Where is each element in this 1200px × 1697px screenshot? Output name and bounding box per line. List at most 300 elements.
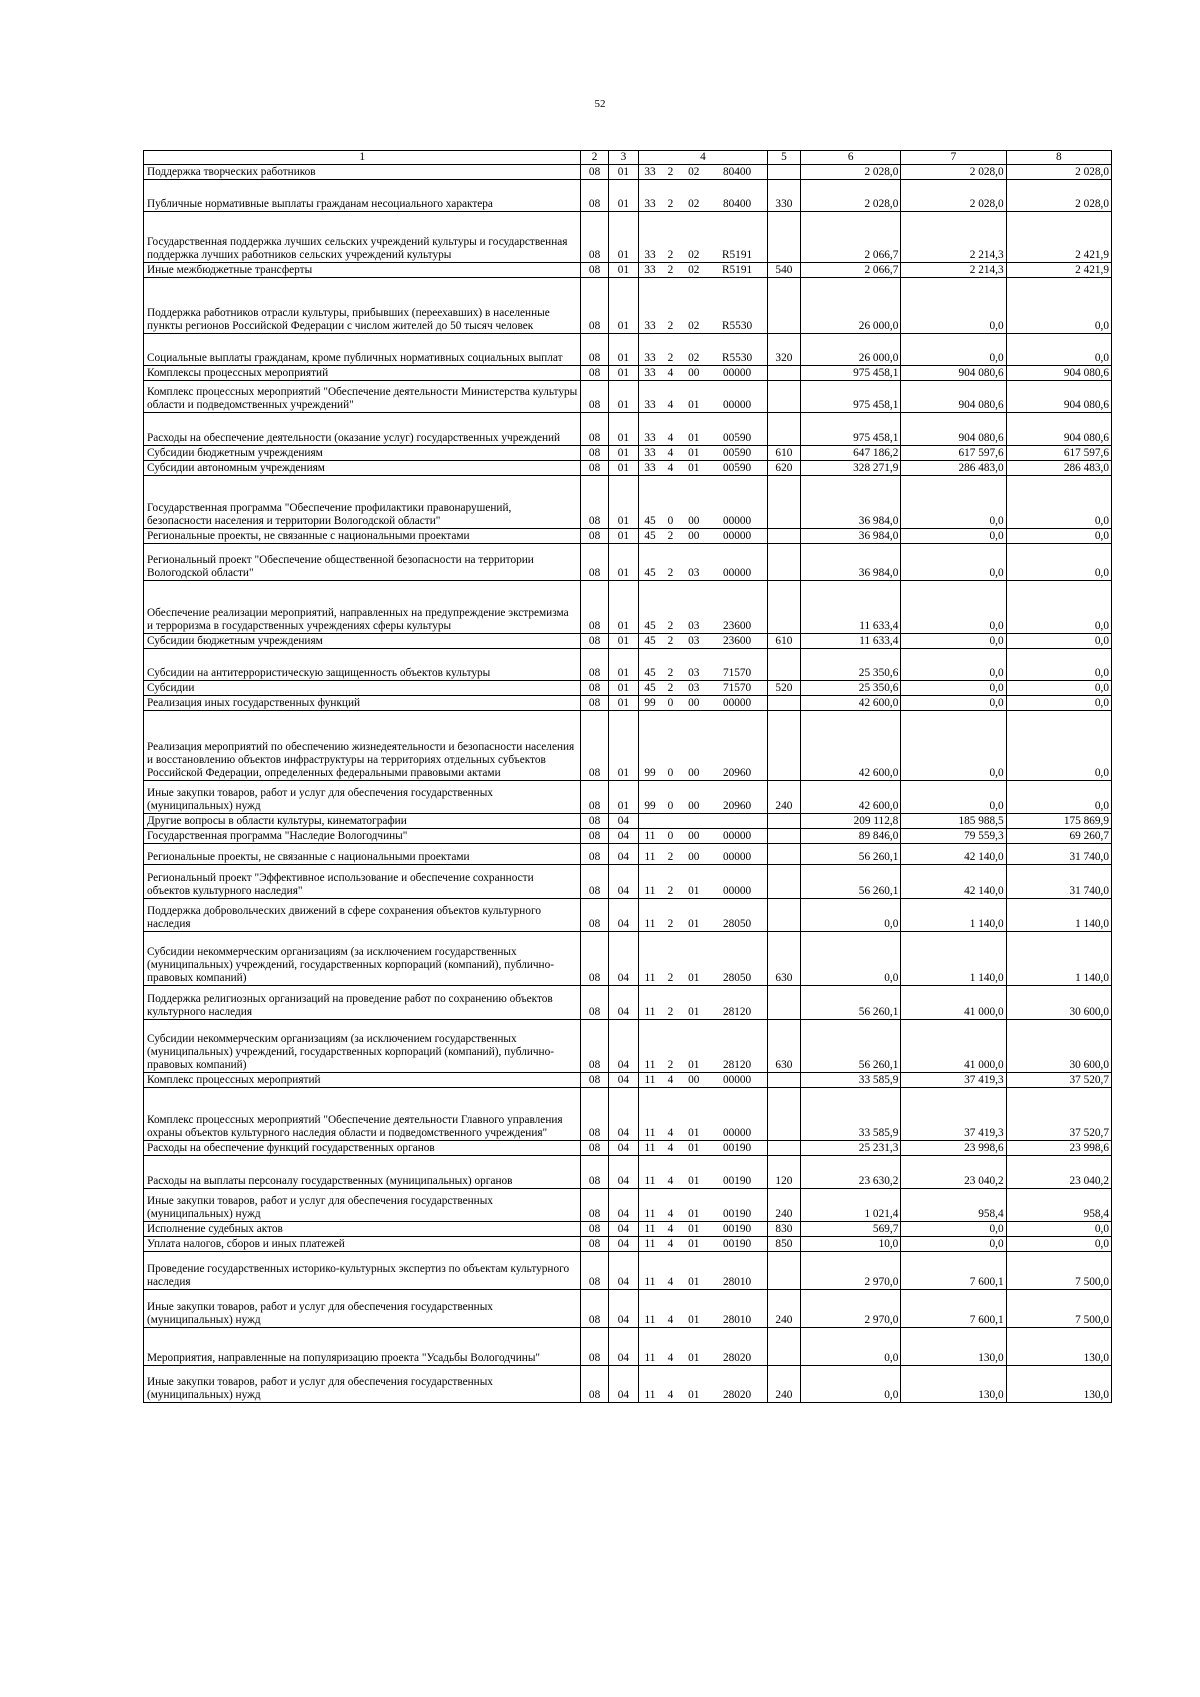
expense-type-code: 540	[767, 263, 800, 278]
table-row	[144, 711, 1112, 781]
target-event-code: 01	[680, 1020, 707, 1073]
amount-year-3: 0,0	[1006, 696, 1111, 711]
amount-year-3: 30 600,0	[1006, 986, 1111, 1020]
subsection-code: 04	[608, 1020, 638, 1073]
row-name: Региональный проект "Эффективное использование и обеспечение сохранности объектов культурного наследия"	[144, 865, 581, 899]
amount-year-3: 31 740,0	[1006, 844, 1111, 865]
row-name: Субсидии автономным учреждениям	[144, 461, 581, 476]
row-name: Субсидии некоммерческим организациям (за исключением государственных (муниципальных) учреждений, государственных корпораций (компаний), публично-правовых компаний)	[144, 1020, 581, 1073]
column-header: 6	[801, 151, 901, 165]
amount-year-2: 0,0	[901, 1222, 1006, 1237]
amount-year-2: 2 028,0	[901, 180, 1006, 212]
amount-year-1: 0,0	[801, 1366, 901, 1403]
expense-type-code	[767, 649, 800, 681]
table-row	[144, 1252, 1112, 1290]
target-subprogram-code: 0	[661, 476, 680, 529]
target-event-code: 00	[680, 781, 707, 814]
expense-type-code	[767, 544, 800, 581]
subsection-code: 01	[608, 413, 638, 446]
amount-year-3: 0,0	[1006, 278, 1111, 334]
column-header-row	[144, 151, 1112, 165]
section-code: 08	[581, 711, 608, 781]
expense-type-code	[767, 1252, 800, 1290]
amount-year-3: 2 421,9	[1006, 212, 1111, 263]
amount-year-3: 69 260,7	[1006, 829, 1111, 844]
amount-year-1: 328 271,9	[801, 461, 901, 476]
target-direction-code: 00590	[707, 446, 767, 461]
row-name: Комплекс процессных мероприятий "Обеспечение деятельности Главного управления охраны объектов культурного наследия области и подведомственного учреждения"	[144, 1088, 581, 1141]
amount-year-2: 904 080,6	[901, 413, 1006, 446]
target-subprogram-code: 4	[661, 461, 680, 476]
expense-type-code: 830	[767, 1222, 800, 1237]
amount-year-1: 56 260,1	[801, 844, 901, 865]
target-event-code: 01	[680, 1088, 707, 1141]
expense-type-code: 630	[767, 1020, 800, 1073]
subsection-code: 04	[608, 986, 638, 1020]
amount-year-2: 904 080,6	[901, 366, 1006, 381]
target-subprogram-code	[661, 814, 680, 829]
target-program-code: 33	[639, 278, 661, 334]
target-subprogram-code: 2	[661, 334, 680, 366]
table-row	[144, 366, 1112, 381]
section-code: 08	[581, 529, 608, 544]
expense-type-code	[767, 711, 800, 781]
target-event-code: 00	[680, 696, 707, 711]
target-direction-code: 28010	[707, 1252, 767, 1290]
target-event-code: 02	[680, 278, 707, 334]
amount-year-1: 11 633,4	[801, 581, 901, 634]
target-direction-code: 28010	[707, 1290, 767, 1328]
amount-year-1: 647 186,2	[801, 446, 901, 461]
table-row	[144, 634, 1112, 649]
target-event-code: 00	[680, 476, 707, 529]
expense-type-code: 850	[767, 1237, 800, 1252]
target-subprogram-code: 2	[661, 865, 680, 899]
target-event-code	[680, 814, 707, 829]
target-event-code: 00	[680, 829, 707, 844]
table-row	[144, 180, 1112, 212]
expense-type-code: 240	[767, 1290, 800, 1328]
section-code: 08	[581, 1141, 608, 1156]
section-code: 08	[581, 681, 608, 696]
amount-year-3: 175 869,9	[1006, 814, 1111, 829]
table-row	[144, 1290, 1112, 1328]
expense-type-code	[767, 696, 800, 711]
section-code: 08	[581, 1290, 608, 1328]
subsection-code: 04	[608, 829, 638, 844]
target-direction-code: 00190	[707, 1156, 767, 1189]
table-row	[144, 932, 1112, 986]
expense-type-code	[767, 829, 800, 844]
target-program-code: 45	[639, 529, 661, 544]
amount-year-3: 23 040,2	[1006, 1156, 1111, 1189]
budget-table	[143, 150, 1112, 1403]
subsection-code: 01	[608, 278, 638, 334]
row-name: Поддержка работников отрасли культуры, прибывших (переехавших) в населенные пункты регионов Российской Федерации с числом жителей до 50 тысяч человек	[144, 278, 581, 334]
target-event-code: 01	[680, 899, 707, 932]
amount-year-3: 2 028,0	[1006, 165, 1111, 180]
target-direction-code: 00000	[707, 476, 767, 529]
target-program-code	[639, 814, 661, 829]
amount-year-2: 617 597,6	[901, 446, 1006, 461]
target-program-code: 45	[639, 634, 661, 649]
target-event-code: 01	[680, 381, 707, 413]
subsection-code: 01	[608, 446, 638, 461]
amount-year-1: 25 350,6	[801, 649, 901, 681]
subsection-code: 01	[608, 544, 638, 581]
target-subprogram-code: 2	[661, 681, 680, 696]
table-row	[144, 1141, 1112, 1156]
table-row	[144, 278, 1112, 334]
table-row	[144, 581, 1112, 634]
section-code: 08	[581, 634, 608, 649]
table-row	[144, 1073, 1112, 1088]
column-header: 3	[608, 151, 638, 165]
amount-year-2: 41 000,0	[901, 1020, 1006, 1073]
target-subprogram-code: 2	[661, 544, 680, 581]
amount-year-1: 10,0	[801, 1237, 901, 1252]
section-code: 08	[581, 1366, 608, 1403]
subsection-code: 01	[608, 212, 638, 263]
amount-year-1: 2 970,0	[801, 1290, 901, 1328]
subsection-code: 01	[608, 711, 638, 781]
expense-type-code: 610	[767, 634, 800, 649]
subsection-code: 04	[608, 1222, 638, 1237]
amount-year-3: 0,0	[1006, 781, 1111, 814]
target-direction-code: 71570	[707, 649, 767, 681]
amount-year-3: 130,0	[1006, 1366, 1111, 1403]
amount-year-1: 36 984,0	[801, 544, 901, 581]
target-direction-code: 00190	[707, 1222, 767, 1237]
target-event-code: 00	[680, 711, 707, 781]
amount-year-2: 0,0	[901, 334, 1006, 366]
row-name: Социальные выплаты гражданам, кроме публичных нормативных социальных выплат	[144, 334, 581, 366]
amount-year-2: 79 559,3	[901, 829, 1006, 844]
amount-year-3: 904 080,6	[1006, 366, 1111, 381]
target-event-code: 01	[680, 1222, 707, 1237]
subsection-code: 01	[608, 461, 638, 476]
subsection-code: 04	[608, 1328, 638, 1366]
target-direction-code: 23600	[707, 634, 767, 649]
target-subprogram-code: 2	[661, 634, 680, 649]
target-program-code: 99	[639, 696, 661, 711]
row-name: Расходы на обеспечение деятельности (оказание услуг) государственных учреждений	[144, 413, 581, 446]
amount-year-1: 42 600,0	[801, 781, 901, 814]
subsection-code: 04	[608, 1088, 638, 1141]
amount-year-2: 0,0	[901, 781, 1006, 814]
target-subprogram-code: 0	[661, 711, 680, 781]
amount-year-2: 904 080,6	[901, 381, 1006, 413]
target-program-code: 33	[639, 381, 661, 413]
amount-year-3: 130,0	[1006, 1328, 1111, 1366]
target-program-code: 45	[639, 581, 661, 634]
table-row	[144, 696, 1112, 711]
target-subprogram-code: 2	[661, 263, 680, 278]
section-code: 08	[581, 781, 608, 814]
amount-year-3: 23 998,6	[1006, 1141, 1111, 1156]
target-program-code: 11	[639, 986, 661, 1020]
column-header: 4	[639, 151, 768, 165]
target-direction-code: 80400	[707, 180, 767, 212]
amount-year-1: 0,0	[801, 899, 901, 932]
target-subprogram-code: 4	[661, 1156, 680, 1189]
expense-type-code	[767, 476, 800, 529]
section-code: 08	[581, 696, 608, 711]
target-program-code: 11	[639, 899, 661, 932]
expense-type-code: 320	[767, 334, 800, 366]
section-code: 08	[581, 649, 608, 681]
table-row	[144, 829, 1112, 844]
target-direction-code: 28050	[707, 899, 767, 932]
section-code: 08	[581, 263, 608, 278]
amount-year-3: 2 421,9	[1006, 263, 1111, 278]
expense-type-code	[767, 381, 800, 413]
amount-year-3: 2 028,0	[1006, 180, 1111, 212]
target-direction-code: 28020	[707, 1328, 767, 1366]
target-direction-code: 28050	[707, 932, 767, 986]
subsection-code: 01	[608, 649, 638, 681]
target-direction-code: 00590	[707, 461, 767, 476]
row-name: Проведение государственных историко-культурных экспертиз по объектам культурного наследия	[144, 1252, 581, 1290]
row-name: Иные закупки товаров, работ и услуг для обеспечения государственных (муниципальных) нужд	[144, 1189, 581, 1222]
target-subprogram-code: 2	[661, 212, 680, 263]
target-event-code: 03	[680, 634, 707, 649]
amount-year-1: 2 028,0	[801, 165, 901, 180]
table-row	[144, 263, 1112, 278]
row-name: Региональные проекты, не связанные с национальными проектами	[144, 844, 581, 865]
section-code: 08	[581, 1189, 608, 1222]
row-name: Региональный проект "Обеспечение общественной безопасности на территории Вологодской области"	[144, 544, 581, 581]
amount-year-1: 25 350,6	[801, 681, 901, 696]
table-row	[144, 781, 1112, 814]
expense-type-code	[767, 366, 800, 381]
section-code: 08	[581, 1237, 608, 1252]
target-event-code: 01	[680, 986, 707, 1020]
subsection-code: 04	[608, 1156, 638, 1189]
row-name: Поддержка творческих работников	[144, 165, 581, 180]
target-direction-code: 20960	[707, 781, 767, 814]
target-subprogram-code: 2	[661, 278, 680, 334]
table-row	[144, 1020, 1112, 1073]
amount-year-1: 1 021,4	[801, 1189, 901, 1222]
amount-year-3: 0,0	[1006, 544, 1111, 581]
table-row	[144, 649, 1112, 681]
target-subprogram-code: 4	[661, 1366, 680, 1403]
row-name: Уплата налогов, сборов и иных платежей	[144, 1237, 581, 1252]
table-row	[144, 986, 1112, 1020]
expense-type-code	[767, 529, 800, 544]
amount-year-2: 0,0	[901, 696, 1006, 711]
target-event-code: 00	[680, 844, 707, 865]
section-code: 08	[581, 446, 608, 461]
row-name: Субсидии	[144, 681, 581, 696]
row-name: Расходы на обеспечение функций государственных органов	[144, 1141, 581, 1156]
target-program-code: 33	[639, 165, 661, 180]
table-row	[144, 334, 1112, 366]
amount-year-1: 36 984,0	[801, 476, 901, 529]
expense-type-code: 120	[767, 1156, 800, 1189]
target-event-code: 03	[680, 581, 707, 634]
amount-year-2: 0,0	[901, 544, 1006, 581]
table-row	[144, 681, 1112, 696]
amount-year-2: 130,0	[901, 1328, 1006, 1366]
amount-year-1: 209 112,8	[801, 814, 901, 829]
amount-year-2: 0,0	[901, 1237, 1006, 1252]
target-program-code: 11	[639, 1189, 661, 1222]
table-row	[144, 1156, 1112, 1189]
expense-type-code	[767, 212, 800, 263]
target-event-code: 01	[680, 1328, 707, 1366]
target-subprogram-code: 4	[661, 1252, 680, 1290]
expense-type-code: 240	[767, 1366, 800, 1403]
amount-year-2: 37 419,3	[901, 1088, 1006, 1141]
target-program-code: 11	[639, 865, 661, 899]
target-subprogram-code: 4	[661, 366, 680, 381]
target-subprogram-code: 2	[661, 529, 680, 544]
target-subprogram-code: 2	[661, 899, 680, 932]
target-direction-code	[707, 814, 767, 829]
section-code: 08	[581, 278, 608, 334]
amount-year-1: 975 458,1	[801, 381, 901, 413]
expense-type-code: 240	[767, 1189, 800, 1222]
target-direction-code: 00190	[707, 1141, 767, 1156]
target-event-code: 00	[680, 366, 707, 381]
amount-year-3: 7 500,0	[1006, 1290, 1111, 1328]
row-name: Государственная программа "Обеспечение профилактики правонарушений, безопасности населения и территории Вологодской области"	[144, 476, 581, 529]
subsection-code: 04	[608, 1141, 638, 1156]
amount-year-1: 2 028,0	[801, 180, 901, 212]
amount-year-1: 56 260,1	[801, 1020, 901, 1073]
row-name: Иные закупки товаров, работ и услуг для обеспечения государственных (муниципальных) нужд	[144, 1290, 581, 1328]
section-code: 08	[581, 1088, 608, 1141]
target-subprogram-code: 2	[661, 1020, 680, 1073]
table-row	[144, 814, 1112, 829]
target-direction-code: 00190	[707, 1237, 767, 1252]
row-name: Комплекс процессных мероприятий	[144, 1073, 581, 1088]
amount-year-3: 37 520,7	[1006, 1073, 1111, 1088]
table-row	[144, 844, 1112, 865]
target-event-code: 02	[680, 165, 707, 180]
amount-year-1: 11 633,4	[801, 634, 901, 649]
row-name: Публичные нормативные выплаты гражданам несоциального характера	[144, 180, 581, 212]
row-name: Субсидии бюджетным учреждениям	[144, 634, 581, 649]
target-direction-code: 00000	[707, 865, 767, 899]
target-program-code: 11	[639, 1222, 661, 1237]
target-direction-code: 20960	[707, 711, 767, 781]
amount-year-1: 569,7	[801, 1222, 901, 1237]
expense-type-code	[767, 844, 800, 865]
target-event-code: 03	[680, 544, 707, 581]
target-event-code: 03	[680, 649, 707, 681]
subsection-code: 04	[608, 932, 638, 986]
section-code: 08	[581, 334, 608, 366]
subsection-code: 01	[608, 180, 638, 212]
row-name: Другие вопросы в области культуры, кинематографии	[144, 814, 581, 829]
subsection-code: 04	[608, 814, 638, 829]
target-program-code: 99	[639, 711, 661, 781]
amount-year-1: 2 970,0	[801, 1252, 901, 1290]
amount-year-2: 0,0	[901, 278, 1006, 334]
table-row	[144, 461, 1112, 476]
amount-year-2: 958,4	[901, 1189, 1006, 1222]
expense-type-code: 610	[767, 446, 800, 461]
table-row	[144, 1088, 1112, 1141]
target-event-code: 01	[680, 1290, 707, 1328]
amount-year-2: 1 140,0	[901, 899, 1006, 932]
amount-year-1: 42 600,0	[801, 711, 901, 781]
subsection-code: 04	[608, 1189, 638, 1222]
section-code: 08	[581, 413, 608, 446]
section-code: 08	[581, 814, 608, 829]
target-program-code: 11	[639, 1088, 661, 1141]
target-direction-code: R5191	[707, 212, 767, 263]
subsection-code: 04	[608, 1073, 638, 1088]
row-name: Региональные проекты, не связанные с национальными проектами	[144, 529, 581, 544]
amount-year-1: 0,0	[801, 932, 901, 986]
amount-year-2: 2 214,3	[901, 263, 1006, 278]
row-name: Государственная поддержка лучших сельских учреждений культуры и государственная поддержка лучших работников сельских учреждений культуры	[144, 212, 581, 263]
amount-year-1: 2 066,7	[801, 263, 901, 278]
target-direction-code: 00190	[707, 1189, 767, 1222]
amount-year-2: 1 140,0	[901, 932, 1006, 986]
subsection-code: 04	[608, 844, 638, 865]
section-code: 08	[581, 986, 608, 1020]
table-row	[144, 529, 1112, 544]
subsection-code: 01	[608, 781, 638, 814]
target-program-code: 33	[639, 461, 661, 476]
amount-year-3: 0,0	[1006, 634, 1111, 649]
target-event-code: 01	[680, 461, 707, 476]
amount-year-2: 0,0	[901, 649, 1006, 681]
amount-year-1: 33 585,9	[801, 1073, 901, 1088]
target-subprogram-code: 4	[661, 1073, 680, 1088]
table-row	[144, 1189, 1112, 1222]
row-name: Иные закупки товаров, работ и услуг для обеспечения государственных (муниципальных) нужд	[144, 781, 581, 814]
amount-year-2: 185 988,5	[901, 814, 1006, 829]
section-code: 08	[581, 366, 608, 381]
table-row	[144, 544, 1112, 581]
target-program-code: 33	[639, 413, 661, 446]
table-row	[144, 1366, 1112, 1403]
row-name: Реализация иных государственных функций	[144, 696, 581, 711]
target-subprogram-code: 2	[661, 844, 680, 865]
amount-year-2: 0,0	[901, 634, 1006, 649]
amount-year-1: 33 585,9	[801, 1088, 901, 1141]
amount-year-3: 7 500,0	[1006, 1252, 1111, 1290]
target-direction-code: R5530	[707, 278, 767, 334]
expense-type-code	[767, 278, 800, 334]
target-event-code: 02	[680, 334, 707, 366]
target-event-code: 03	[680, 681, 707, 696]
subsection-code: 01	[608, 263, 638, 278]
target-direction-code: 00000	[707, 544, 767, 581]
amount-year-3: 904 080,6	[1006, 413, 1111, 446]
target-program-code: 33	[639, 334, 661, 366]
subsection-code: 04	[608, 1252, 638, 1290]
section-code: 08	[581, 476, 608, 529]
target-event-code: 02	[680, 212, 707, 263]
target-direction-code: 00000	[707, 1073, 767, 1088]
subsection-code: 01	[608, 529, 638, 544]
target-subprogram-code: 4	[661, 1222, 680, 1237]
section-code: 08	[581, 932, 608, 986]
section-code: 08	[581, 829, 608, 844]
amount-year-2: 0,0	[901, 581, 1006, 634]
amount-year-3: 37 520,7	[1006, 1088, 1111, 1141]
column-header: 7	[901, 151, 1006, 165]
amount-year-2: 0,0	[901, 476, 1006, 529]
column-header: 2	[581, 151, 608, 165]
